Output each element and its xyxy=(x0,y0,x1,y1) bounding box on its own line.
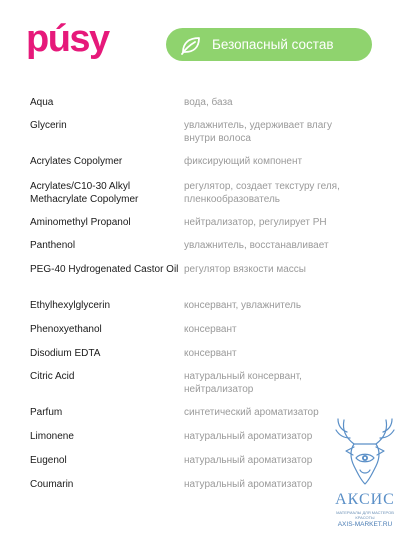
badge-label: Безопасный состав xyxy=(212,37,334,52)
ingredient-name: Limonene xyxy=(30,431,74,442)
ingredient-description: вода, база xyxy=(184,97,233,108)
ingredient-description: регулятор вязкости массы xyxy=(184,264,306,275)
ingredient-description: нейтрализатор, регулирует PH xyxy=(184,217,327,228)
ingredient-name: Panthenol xyxy=(30,240,76,251)
ingredient-name: Acrylates Copolymer xyxy=(30,156,123,167)
deer-emblem-icon xyxy=(330,414,400,490)
ingredient-name: Ethylhexylglycerin xyxy=(30,300,111,311)
watermark-url: AXIS-MARKET.RU xyxy=(337,521,393,528)
ingredient-name: Glycerin xyxy=(30,120,67,131)
ingredient-description: увлажнитель, удерживает влагу внутри волоса xyxy=(184,120,332,144)
ingredient-description: регулятор, создает текстуру геля, пленкообразователь xyxy=(184,181,340,205)
ingredient-description: синтетический ароматизатор xyxy=(184,407,319,418)
ingredient-name: Disodium EDTA xyxy=(30,348,101,359)
ingredient-description: увлажнитель, восстанавливает xyxy=(184,240,329,251)
watermark xyxy=(330,414,400,534)
ingredient-description: консервант xyxy=(184,348,237,359)
ingredient-name: PEG-40 Hydrogenated Castor Oil xyxy=(30,264,179,275)
ingredient-description: консервант xyxy=(184,324,237,335)
ingredient-description: натуральный ароматизатор xyxy=(184,455,313,466)
ingredient-name: Citric Acid xyxy=(30,371,75,382)
ingredient-name: Aminomethyl Propanol xyxy=(30,217,131,228)
header xyxy=(0,0,400,90)
ingredient-name: Parfum xyxy=(30,407,63,418)
ingredient-name: Aqua xyxy=(30,97,54,108)
ingredient-description: натуральный ароматизатор xyxy=(184,479,313,490)
watermark-name: АКСИС xyxy=(335,491,395,508)
ingredient-name: Acrylates/C10-30 Alkyl Methacrylate Copolymer xyxy=(30,181,139,205)
ingredient-description: фиксирующий компонент xyxy=(184,156,303,167)
ingredient-description: консервант, увлажнитель xyxy=(184,300,302,311)
safe-composition-badge xyxy=(166,28,372,61)
ingredient-description: натуральный ароматизатор xyxy=(184,431,313,442)
leaf-icon xyxy=(180,35,202,55)
ingredient-name: Coumarin xyxy=(30,479,74,490)
ingredient-description: натуральный консервант, нейтрализатор xyxy=(184,371,302,395)
ingredient-name: Eugenol xyxy=(30,455,67,466)
brand-logo: púsy xyxy=(26,18,109,60)
ingredient-name: Phenoxyethanol xyxy=(30,324,102,335)
watermark-subtitle: МАТЕРИАЛЫ ДЛЯ МАСТЕРОВ КРАСОТЫ xyxy=(336,510,394,520)
